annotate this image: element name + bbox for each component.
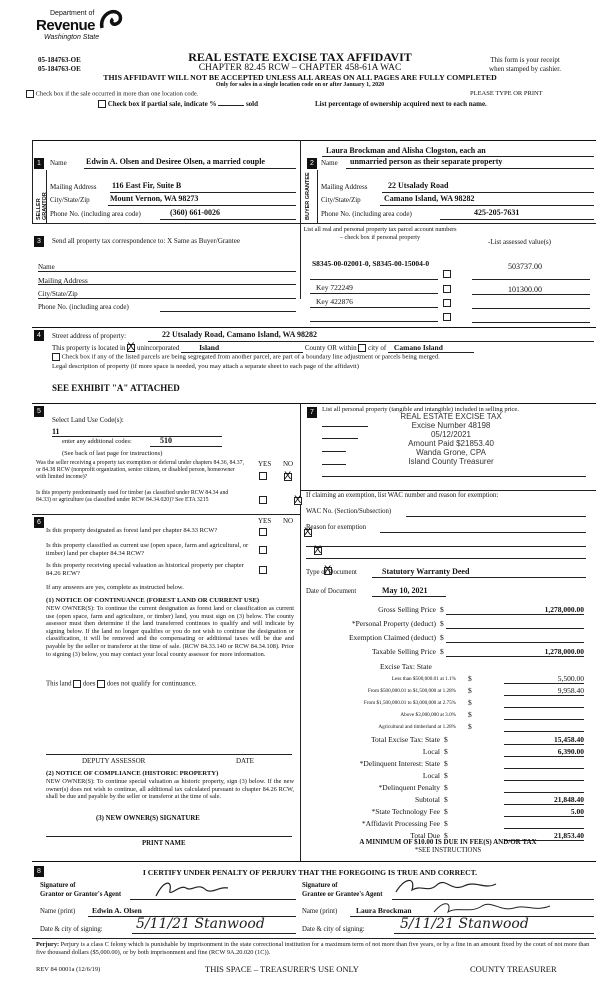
buyer-name-line2: unmarried person as their separate property (350, 157, 503, 166)
partial-sale-label: Check box if partial sale, indicate % (107, 100, 217, 108)
additional-codes-label: enter any additional codes: (62, 438, 132, 445)
receipt-note-2: when stamped by cashier. (489, 65, 561, 73)
county-or-label: County OR within (304, 344, 357, 352)
stamp-line-5: Wanda Grone, CPA (416, 448, 486, 457)
legal-description-label: Legal description of property (if more space is needed, you may attach a separate sheet to each page of the affidavit) (52, 363, 359, 370)
does-checkbox[interactable] (73, 680, 81, 688)
section-7-number: 7 (307, 407, 317, 418)
unincorporated-label: unincorporated (136, 344, 180, 352)
exemption-label: If claiming an exemption, list WAC number and reason for exemption: (306, 492, 499, 499)
parcel-3-number: Key 422876 (316, 297, 353, 306)
treasurer-stamp (336, 412, 566, 466)
total-label: Subtotal (414, 795, 440, 804)
reason-label: Reason for exemption (306, 524, 367, 531)
s5-no-header: NO (283, 460, 294, 468)
total-label: *Affidavit Processing Fee (361, 819, 440, 828)
ownership-pct: List percentage of ownership acquired next to each name. (315, 100, 487, 108)
seller-phone-label: Phone No. (including area code) (50, 210, 141, 218)
money-row (306, 647, 594, 659)
s6-q2-no-checkbox[interactable] (314, 547, 322, 555)
seller-name-label: Name (50, 159, 67, 167)
state-name: Washington State (44, 34, 100, 41)
partial-sale-checkbox[interactable] (98, 100, 106, 108)
total-value: 5.00 (504, 807, 584, 817)
grantor-date-label: Date & city of signing: (40, 926, 103, 933)
row-value (446, 633, 584, 643)
bracket-value: 9,958.40 (504, 686, 584, 696)
form-code-2: 05-184763-OE (38, 65, 81, 73)
stamp-line-6: Island County Treasurer (408, 457, 494, 466)
s5-yes-header: YES (258, 460, 272, 468)
partial-sale-row (98, 100, 258, 108)
grantee-signature (392, 874, 522, 900)
buyer-city-label: City/State/Zip (321, 196, 361, 204)
total-label: Total Excise Tax: State (370, 735, 440, 744)
parcel-1-value: 503737.00 (508, 262, 542, 271)
total-label: *State Technology Fee (371, 807, 440, 816)
bracket-currency: $ (468, 698, 472, 707)
total-currency: $ (444, 747, 448, 756)
bracket-currency: $ (468, 674, 472, 683)
city-name: Camano Island (388, 343, 474, 353)
total-label: Local (422, 747, 440, 756)
notice-1-title: (1) NOTICE OF CONTINUANCE (FOREST LAND OR CURRENT USE) (46, 597, 260, 604)
row-value: 1,278,000.00 (446, 647, 584, 657)
bracket-value (504, 698, 584, 708)
grantor-date-city: 5/11/21 Stanwood (136, 916, 265, 932)
buyer-mailing-label: Mailing Address (321, 183, 368, 191)
rev-number: REV 84 0001a (12/6/19) (36, 966, 101, 973)
doc-date-label: Date of Document (306, 588, 357, 595)
total-currency: $ (444, 759, 448, 768)
buyer-name-label: Name (321, 159, 338, 167)
bracket-row (306, 710, 594, 721)
row-currency: $ (440, 633, 444, 642)
segregated-row (52, 353, 440, 361)
stamp-line-3: 05/12/2021 (430, 430, 472, 439)
parcel-1-number: S8345-00-02001-0, S8345-00-15004-0 (312, 259, 430, 268)
money-row (306, 633, 594, 645)
parcel-2-number: Key 722249 (316, 283, 353, 292)
agency-name: Revenue (36, 17, 96, 34)
located-row (52, 343, 474, 353)
dept-line: Department of (50, 10, 95, 17)
total-value: 6,390.00 (504, 747, 584, 757)
dor-logo (36, 8, 126, 48)
s5-question-1: Was the seller receiving a property tax exemption or deferral under chapters 84.36, 84.37, or 84.38 RCW (nonprofit organization, senior citizen, or disabled person, homeowner with limited income)? (36, 460, 244, 480)
s6-q2-yes-checkbox[interactable] (259, 546, 267, 554)
dor-swirl-icon (98, 8, 124, 32)
located-in-label: This property is located in (52, 344, 126, 352)
segregated-label: Check box if any of the listed parcels are being segregated from another parcel, are part of a boundary line adjustment or parcels being merged. (61, 353, 440, 361)
grantee-name-label: Name (print) (302, 908, 338, 915)
bracket-label: Less than $500,000.01 at 1.1% (391, 676, 456, 682)
s6-q3-yes-checkbox[interactable] (259, 566, 267, 574)
section-1-number: 1 (34, 158, 44, 169)
exhibit-a: SEE EXHIBIT "A" ATTACHED (52, 383, 180, 393)
total-currency: $ (444, 771, 448, 780)
buyer-side-label: BUYER GRANTEE (305, 172, 311, 220)
seller-city: Mount Vernon, WA 98273 (110, 194, 199, 203)
total-row (306, 747, 594, 759)
does-not-label: does not qualify for continuance. (106, 680, 197, 688)
stamp-line-1: REAL ESTATE EXCISE TAX (400, 412, 502, 421)
street-label: Street address of property: (52, 332, 127, 340)
bracket-currency: $ (468, 722, 472, 731)
form-chapter: CHAPTER 82.45 RCW – CHAPTER 458-61A WAC (198, 63, 402, 73)
total-value (504, 819, 584, 829)
section-6-number: 6 (34, 517, 44, 528)
s5-q2-no-checkbox[interactable] (294, 497, 302, 505)
doc-type: Statutory Warranty Deed (382, 567, 470, 576)
seller-address-label: Mailing Address (50, 183, 97, 191)
section-8-number: 8 (34, 866, 44, 877)
total-row (306, 795, 594, 807)
land-use-label: Select Land Use Code(s): (52, 416, 124, 424)
bracket-currency: $ (468, 710, 472, 719)
bracket-value (504, 722, 584, 732)
seller-address: 116 East Fir, Suite B (112, 181, 182, 190)
total-value (504, 771, 584, 781)
total-row (306, 735, 594, 747)
form-warning: THIS AFFIDAVIT WILL NOT BE ACCEPTED UNLESS ALL AREAS ON ALL PAGES ARE FULLY COMPLETED (103, 73, 497, 82)
section3-name-label: Name (38, 263, 55, 271)
does-label: does (82, 680, 96, 688)
s6-yes-header: YES (258, 517, 272, 525)
row-label: Taxable Selling Price (371, 647, 436, 656)
total-currency: $ (444, 819, 448, 828)
grantee-print-signature (430, 898, 560, 918)
parcel-header: List all real and personal property tax parcel account numbers – check box if personal property (303, 226, 457, 241)
grantee-date-label: Date & city of signing: (302, 926, 365, 933)
s5-question-2: Is this property predominantly used for timber (as classified under RCW 84.34 and 84.33) or agriculture (as classified under RCW 84.34.020)? See ETA 3215 (36, 490, 229, 503)
treasurer-space: THIS SPACE – TREASURER'S USE ONLY (205, 964, 359, 974)
notice-1-body: NEW OWNER(S): To continue the current designation as forest land or classification as current use (open space, farm and agriculture, or timber) land, you must sign on (3) below. The county assessor must then determine if the land transferred continues to qualify and will indicate by signing below. If the land no longer qualifies or you do not wish to continue the designation or classification, it will be removed and the compensating or additional taxes will be due and payable by the seller or transferor at the time of sale. (RCW 84.33.140 or RCW 84.34.108). Prior to signing (3) below, you may contact your local county assessor for more information. (46, 605, 294, 658)
row-label: Gross Selling Price (378, 605, 436, 614)
bracket-label: Agricultural and timberland at 1.28% (378, 724, 456, 730)
perjury-body: Perjury is a class C felony which is punishable by imprisonment in the state correctional institution for a maximum term of not more than five years, or by a fine in an amount fixed by the court of not more than five thousand dollars ($5,000.00), or by both imprisonment and fine (RCW 9A.20.020 (1C)). (36, 941, 590, 956)
doc-date: May 10, 2021 (382, 586, 428, 595)
total-value (504, 783, 584, 793)
total-currency: $ (444, 831, 448, 840)
perjury-text (36, 941, 594, 957)
money-row (306, 605, 594, 617)
county-name: Island (181, 343, 303, 353)
sales-note: Only for sales in a single location code on or after January 1, 2020 (215, 82, 385, 88)
bracket-row (306, 722, 594, 733)
this-land-label: This land (46, 680, 72, 688)
total-value: 15,458.40 (504, 735, 584, 745)
buyer-address: 22 Utsalady Road (388, 181, 449, 190)
stamp-line-2: Excise Number 48198 (411, 421, 491, 430)
total-value (504, 759, 584, 769)
total-currency: $ (444, 795, 448, 804)
seller-city-label: City/State/Zip (50, 196, 90, 204)
buyer-city: Camano Island, WA 98282 (384, 194, 475, 203)
total-row (306, 807, 594, 819)
continuance-row (46, 680, 196, 688)
wac-label: WAC No. (Section/Subsection) (306, 508, 392, 515)
see-back-note: (See back of last page for instructions) (62, 450, 163, 457)
segregated-checkbox[interactable] (52, 353, 60, 361)
grantee-sig-label-1: Signature of (302, 882, 338, 889)
total-currency: $ (444, 735, 448, 744)
stamp-line-4: Amount Paid $21853.40 (408, 439, 494, 448)
section3-mailing-label: Mailing Address (38, 276, 88, 285)
grantor-name-label: Name (print) (40, 908, 76, 915)
county-treasurer: COUNTY TREASURER (470, 964, 557, 974)
total-label: *Delinquent Penalty (378, 783, 440, 792)
total-value: 21,853.40 (504, 831, 584, 841)
s6-q1-yes-checkbox[interactable] (259, 528, 267, 536)
buyer-phone: 425-205-7631 (474, 208, 520, 217)
total-row (306, 759, 594, 771)
total-label: Total Due (410, 831, 440, 840)
notice-2-body: NEW OWNER(S): To continue special valuation as historic property, sign (3) below. If the new owner(s) does not wish to continue, all additional tax calculated pursuant to chapter 84.26 RCW, shall be due and payable by the seller or transferor at the time of sale. (46, 778, 294, 801)
row-currency: $ (440, 647, 444, 656)
bracket-label: Above $3,000,000 at 3.0% (400, 712, 456, 718)
row-value (446, 619, 584, 629)
section-3-number: 3 (34, 236, 44, 247)
s6-question-2: Is this property classified as current use (open space, farm and agricultural, or timber) land per chapter 84.34 RCW? (46, 542, 249, 557)
parcel-2-value: 101300.00 (508, 285, 542, 294)
land-use-code: 11 (52, 427, 60, 436)
row-value: 1,278,000.00 (446, 605, 584, 615)
section-2-number: 2 (307, 158, 317, 169)
grantee-date-city: 5/11/21 Stanwood (400, 916, 529, 932)
total-label: Local (422, 771, 440, 780)
notice-2-title: (2) NOTICE OF COMPLIANCE (HISTORIC PROPERTY) (46, 770, 219, 777)
total-row (306, 771, 594, 783)
parcel-2-personal-checkbox[interactable] (443, 285, 451, 293)
multi-location-row (26, 90, 198, 98)
seller-name: Edwin A. Olsen and Desiree Olsen, a married couple (86, 157, 265, 166)
total-label: *Delinquent Interest: State (359, 759, 440, 768)
s6-question-1: Is this property designated as forest land per chapter 84.33 RCW? (46, 527, 218, 534)
does-not-checkbox[interactable] (97, 680, 105, 688)
list-personal-label: List all personal property (tangible and intangible) included in selling price. (322, 406, 519, 413)
grantee-name: Laura Brockman (356, 906, 412, 915)
city-of-checkbox[interactable] (358, 344, 366, 352)
buyer-name-line1: Laura Brockman and Alisha Clogston, each an (326, 146, 486, 155)
s6-if-yes: If any answers are yes, complete as instructed below. (46, 584, 184, 591)
row-currency: $ (440, 605, 444, 614)
bracket-value: 5,500.00 (504, 674, 584, 684)
sold-label: sold (245, 100, 259, 108)
city-of-label: city of (368, 344, 387, 352)
row-label: *Personal Property (deduct) (351, 619, 436, 628)
grantor-sig-label-1: Signature of (40, 882, 76, 889)
print-name-label: PRINT NAME (142, 840, 186, 847)
see-instructions: *SEE INSTRUCTIONS (414, 847, 482, 854)
street-address: 22 Utsalady Road, Camano Island, WA 98282 (162, 330, 317, 339)
s5-q1-no-checkbox[interactable] (284, 473, 292, 481)
receipt-note-1: This form is your receipt (490, 56, 560, 64)
bracket-row (306, 698, 594, 709)
deputy-assessor-label: DEPUTY ASSESSOR (82, 757, 146, 765)
form-title: REAL ESTATE EXCISE TAX AFFIDAVIT (188, 50, 412, 64)
unincorporated-checkbox[interactable] (127, 344, 135, 352)
form-code-1: 05-184763-OE (38, 56, 81, 64)
doc-type-label: Type of Document (306, 569, 357, 576)
total-currency: $ (444, 807, 448, 816)
minimum-note: A MINIMUM OF $10.00 IS DUE IN FEE(S) AND/OR TAX (359, 838, 537, 846)
s5-q1-yes-checkbox[interactable] (259, 472, 267, 480)
grantee-sig-label-2: Grantee or Grantee's Agent (302, 891, 383, 898)
additional-codes: 510 (160, 436, 172, 445)
totals-table (306, 735, 594, 855)
grantor-name: Edwin A. Olsen (92, 906, 142, 915)
certify-statement: I CERTIFY UNDER PENALTY OF PERJURY THAT THE FOREGOING IS TRUE AND CORRECT. (142, 868, 478, 877)
parcel-3-personal-checkbox[interactable] (443, 299, 451, 307)
bracket-value (504, 710, 584, 720)
s6-no-header: NO (283, 517, 294, 525)
new-owner-signature-label: (3) NEW OWNER(S) SIGNATURE (96, 815, 200, 822)
seller-phone: (360) 661-0026 (170, 208, 220, 217)
assessed-header: -List assessed value(s) (488, 238, 551, 246)
deputy-date-label: DATE (236, 757, 254, 765)
s5-q2-yes-checkbox[interactable] (259, 496, 267, 504)
perjury-label: Perjury: (36, 941, 60, 948)
bracket-label: From $1,500,000.01 to $3,000,000 at 2.75% (363, 700, 456, 706)
please-type: PLEASE TYPE OR PRINT (470, 90, 543, 97)
section-4-number: 4 (34, 330, 44, 341)
section3-city-label: City/State/Zip (38, 290, 78, 298)
total-row (306, 819, 594, 831)
buyer-phone-label: Phone No. (including area code) (321, 210, 412, 218)
money-row (306, 619, 594, 631)
correspondence-label: Send all property tax correspondence to: X Same as Buyer/Grantee (52, 237, 240, 245)
excise-state-label: Excise Tax: State (380, 662, 432, 671)
total-currency: $ (444, 783, 448, 792)
bracket-currency: $ (468, 686, 472, 695)
row-label: Exemption Claimed (deduct) (348, 633, 436, 642)
bracket-label: From $500,000.01 to $1,500,000 at 1.28% (367, 688, 456, 694)
bracket-row (306, 686, 594, 697)
section-5-number: 5 (34, 406, 44, 417)
s6-question-3: Is this property receiving special valuation as historical property per chapter 84.26 RCW? (46, 562, 244, 577)
parcel-1-personal-checkbox[interactable] (443, 270, 451, 278)
parcel-4-personal-checkbox[interactable] (443, 313, 451, 321)
seller-side-label: SELLER GRANTOR (36, 192, 48, 220)
row-currency: $ (440, 619, 444, 628)
multi-location-checkbox[interactable] (26, 90, 34, 98)
section3-phone-label: Phone No. (including area code) (38, 303, 129, 311)
multi-location-label: Check box if the sale occurred in more than one location code. (35, 90, 199, 98)
bracket-row (306, 674, 594, 685)
total-row (306, 783, 594, 795)
grantor-sig-label-2: Grantor or Grantor's Agent (40, 891, 122, 898)
total-value: 21,848.40 (504, 795, 584, 805)
